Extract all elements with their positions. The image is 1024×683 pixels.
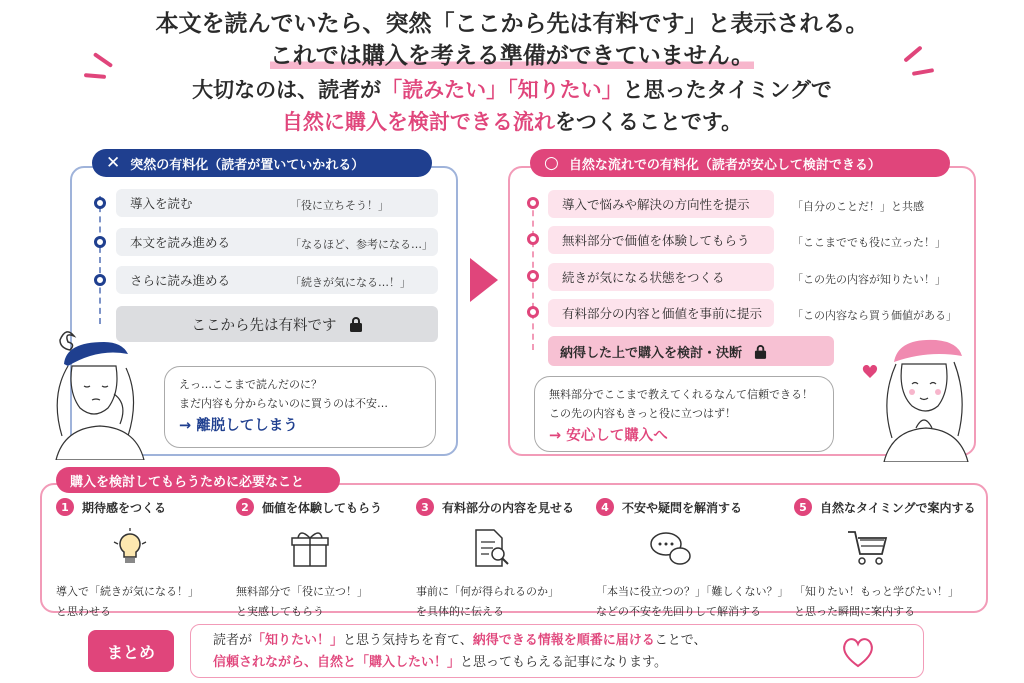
left-speech-bubble: えっ…ここまで読んだのに？ まだ内容も分からないのに買うのは不安… → 離脱してしまう: [164, 366, 436, 448]
headline-line4: 自然に購入を検討できる流れをつくることです。: [281, 110, 743, 134]
timeline-dot: [527, 270, 539, 282]
right-outcome: → 安心して購入へ: [549, 428, 668, 444]
arrow-right-icon: [470, 258, 498, 302]
timeline-dot: [527, 233, 539, 245]
left-panel-title: ✕ 突然の有料化（読者が置いていかれる）: [92, 149, 432, 177]
headline-line1: 本文を読んでいたら、突然「ここから先は有料です」と表示される。: [155, 11, 869, 37]
right-step: 続きが気になる状態をつくる: [548, 263, 774, 291]
timeline-dot: [527, 306, 539, 318]
happy-reader-illustration: [850, 328, 984, 462]
lightbulb-icon: [108, 528, 152, 568]
document-search-icon: [468, 528, 512, 568]
summary-text: 読者が「知りたい！」と思う気持ちを育て、納得できる情報を順番に届けることで、 信頼されながら、自然と「購入したい！」と思ってもらえる記事になります。: [190, 624, 924, 678]
need-item-1: 1 期待感をつくる 導入で「続きが気になる！」 と思わせる: [56, 498, 236, 622]
circle-icon: ○: [544, 153, 559, 173]
timeline-dot: [527, 197, 539, 209]
decision-block: 納得した上で購入を検討・決断: [548, 336, 834, 366]
cart-icon: [846, 528, 890, 568]
lock-icon: [349, 316, 363, 332]
right-step: 導入で悩みや解決の方向性を提示: [548, 190, 774, 218]
headline-line2: これでは購入を考える準備ができていません。: [269, 43, 755, 69]
cross-icon: ✕: [106, 153, 121, 173]
needs-title: 購入を検討してもらうために必要なこと: [56, 467, 340, 493]
right-step-quote: 「自分のことだ！」と共感: [792, 200, 924, 213]
left-outcome: → 離脱してしまう: [179, 418, 298, 434]
summary-label: まとめ: [88, 630, 174, 672]
gift-icon: [288, 528, 332, 568]
right-step: 無料部分で価値を体験してもらう: [548, 226, 774, 254]
right-step-quote: 「ここまででも役に立った！」: [792, 236, 946, 249]
left-step-quote: 「続きが気になる…！」: [290, 276, 411, 289]
paywall-block: ここから先は有料です: [116, 306, 438, 342]
headline-line3: 大切なのは、読者が「読みたい」「知りたい」と思ったタイミングで: [192, 78, 832, 102]
right-speech-bubble: 無料部分でここまで教えてくれるなんて信頼できる！ この先の内容もきっと役に立つはず！ → 安心して購入へ: [534, 376, 834, 452]
right-step-quote: 「この先の内容が知りたい！」: [792, 273, 946, 286]
need-item-2: 2 価値を体験してもらう 無料部分で「役に立つ！」 と実感してもらう: [236, 498, 416, 622]
confused-reader-illustration: [26, 320, 166, 460]
timeline-line: [99, 196, 101, 324]
left-step: さらに読み進める: [116, 266, 438, 294]
timeline-dot: [94, 236, 106, 248]
left-step: 本文を読み進める: [116, 228, 438, 256]
right-step-quote: 「この内容なら買う価値がある」: [792, 309, 957, 322]
timeline-dot: [94, 197, 106, 209]
need-item-3: 3 有料部分の内容を見せる 事前に「何が得られるのか」 を具体的に伝える: [416, 498, 596, 622]
timeline-dot: [94, 274, 106, 286]
left-step-quote: 「役に立ちそう！」: [290, 199, 389, 212]
headline: [0, 8, 1024, 138]
right-panel-title: ○ 自然な流れでの有料化（読者が安心して検討できる）: [530, 149, 950, 177]
heart-icon: [840, 636, 876, 668]
left-step: 導入を読む: [116, 189, 438, 217]
lock-icon: [754, 344, 767, 359]
chat-bubbles-icon: [648, 528, 692, 568]
right-step: 有料部分の内容と価値を事前に提示: [548, 299, 774, 327]
left-step-quote: 「なるほど、参考になる…」: [290, 238, 433, 251]
need-item-5: 5 自然なタイミングで案内する 「知りたい！もっと学びたい！」 と思った瞬間に案内する: [794, 498, 974, 622]
need-item-4: 4 不安や疑問を解消する 「本当に役立つの？」「難しくない？」 などの不安を先回りして解消する: [596, 498, 776, 622]
